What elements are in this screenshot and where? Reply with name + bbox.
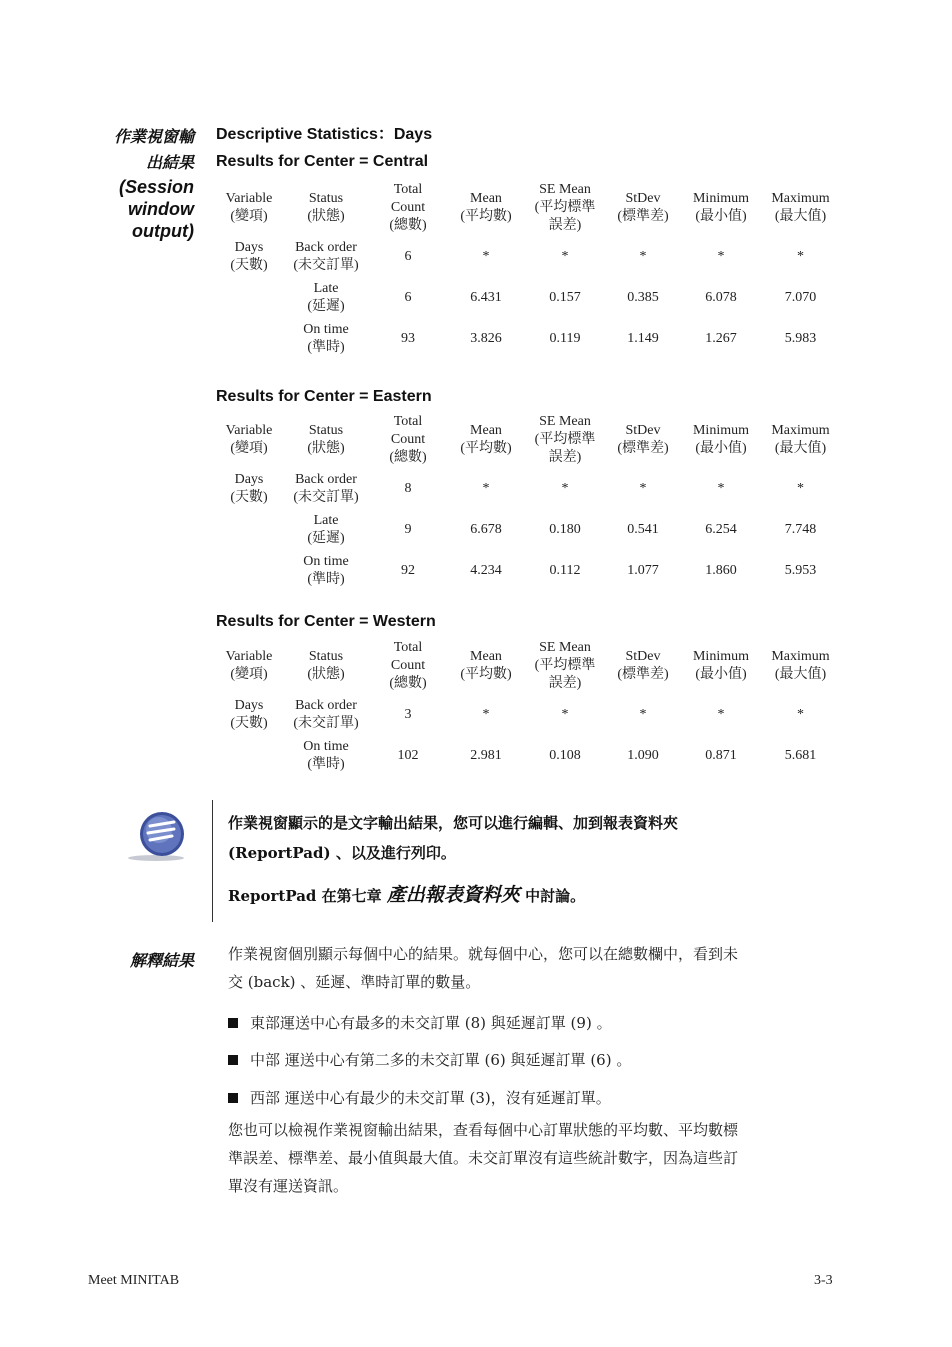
- header-se-mean-line: SE Mean: [539, 414, 591, 429]
- status-label-cjk: (未交訂單): [293, 489, 359, 505]
- cell-max: 5.953: [784, 562, 817, 578]
- status-label: Back order: [295, 697, 357, 713]
- note-line-3: [228, 880, 585, 907]
- header-se-mean-line: SE Mean: [539, 182, 591, 197]
- cell-variable: [216, 694, 282, 735]
- cell-se: *: [561, 248, 569, 264]
- variable-name-cjk: (天數): [230, 257, 268, 273]
- status-label-cjk: (準時): [307, 339, 345, 355]
- cell-mean: 6.678: [470, 521, 502, 537]
- table-row: [216, 735, 841, 776]
- note-chapter-title: 產出報表資料夾: [386, 884, 520, 906]
- header-variable-line: (變項): [230, 667, 268, 682]
- cell-max: *: [797, 706, 804, 722]
- cell-min: 1.860: [705, 562, 737, 578]
- interpret-p1-line1: 作業視窗個別顯示每個中心的結果。就每個中心，您可以在總數欄中，看到未: [228, 945, 739, 963]
- side-label-interpret: 解釋結果: [129, 951, 194, 970]
- cell-total: 92: [401, 562, 415, 578]
- header-maximum-line: (最大值): [774, 441, 827, 456]
- cell-total: 3: [404, 706, 412, 722]
- header-stdev: [604, 180, 682, 236]
- header-minimum: [682, 412, 760, 468]
- header-maximum-line: Maximum: [771, 649, 830, 664]
- cell-status: [282, 277, 370, 318]
- bullet-item-central: [228, 1049, 631, 1070]
- cell-se: *: [561, 480, 569, 496]
- section-title: Results for Center = Western: [216, 613, 436, 630]
- interpret-paragraph-2: [228, 1116, 828, 1200]
- header-se-mean-line: SE Mean: [539, 640, 591, 655]
- side-label-session-en-line2: window: [128, 199, 194, 219]
- cell-status: [282, 468, 370, 509]
- header-status: [282, 638, 370, 694]
- header-mean-line: Mean: [470, 191, 502, 206]
- side-label-session-en-line1: (Session: [118, 177, 194, 197]
- header-minimum-line: Minimum: [692, 423, 749, 438]
- cell-total: 6: [404, 289, 412, 305]
- header-stdev-line: (標準差): [617, 441, 669, 456]
- cell-max: 7.748: [784, 521, 817, 537]
- header-total-count: [370, 180, 446, 236]
- header-stdev-line: (標準差): [617, 667, 669, 682]
- stats-table: [216, 638, 841, 776]
- table-header-row: [216, 412, 841, 468]
- header-status-line: (狀態): [307, 667, 345, 682]
- section-title: Results for Center = Eastern: [216, 388, 432, 405]
- status-label-cjk: (延遲): [307, 530, 345, 546]
- cell-status: [282, 694, 370, 735]
- header-total-count-line: Total: [393, 414, 423, 429]
- interpret-p2-line1: 您也可以檢視作業視窗輸出結果，查看每個中心訂單狀態的平均數、平均數標: [228, 1121, 739, 1139]
- status-label: Late: [313, 512, 339, 528]
- status-label: On time: [303, 553, 349, 569]
- header-total-count-line: (總數): [389, 218, 427, 233]
- header-mean-line: Mean: [470, 423, 502, 438]
- cell-mean: 3.826: [470, 330, 502, 346]
- cell-variable: [216, 277, 282, 318]
- note-line-3-start: ReportPad 在第七章: [228, 887, 382, 905]
- header-se-mean: [526, 412, 604, 468]
- cell-se: 0.112: [549, 562, 581, 578]
- variable-name-cjk: (天數): [230, 489, 268, 505]
- header-maximum-line: Maximum: [771, 423, 830, 438]
- header-mean: [446, 638, 526, 694]
- bullet-item-east: [228, 1012, 612, 1033]
- side-label-session-cjk-line2: 出結果: [145, 153, 194, 172]
- side-label-session-en: [80, 176, 194, 242]
- cell-mean: *: [482, 706, 490, 722]
- table-header-row: [216, 638, 841, 694]
- header-mean: [446, 412, 526, 468]
- cell-mean: 6.431: [470, 289, 502, 305]
- bullet-text: 西部 運送中心有最少的未交訂單 (3)，沒有延遲訂單。: [250, 1089, 611, 1107]
- header-se-mean: [526, 180, 604, 236]
- bullet-item-west: [228, 1087, 611, 1108]
- status-label: On time: [303, 738, 349, 754]
- status-label-cjk: (準時): [307, 571, 345, 587]
- header-se-mean-line: (平均標準: [534, 432, 596, 447]
- stats-table: [216, 180, 841, 359]
- header-total-count-line: Total: [393, 640, 423, 655]
- cell-variable: [216, 236, 282, 277]
- header-se-mean-line: 誤差): [548, 450, 582, 465]
- cell-mean: *: [482, 248, 490, 264]
- cell-stdev: 0.385: [627, 289, 659, 305]
- interpret-p2-line2: 準誤差、標準差、最小值與最大值。未交訂單沒有這些統計數字，因為這些訂: [228, 1149, 739, 1167]
- header-mean-line: (平均數): [460, 667, 512, 682]
- table-row: [216, 550, 841, 591]
- header-minimum: [682, 638, 760, 694]
- header-minimum-line: (最小值): [695, 441, 747, 456]
- status-label: Late: [313, 280, 339, 296]
- cell-min: *: [717, 248, 725, 264]
- header-minimum-line: Minimum: [692, 649, 749, 664]
- cell-stdev: 1.149: [627, 330, 659, 346]
- cell-total: 93: [401, 330, 415, 346]
- cell-stdev: *: [639, 706, 647, 722]
- cell-status: [282, 735, 370, 776]
- footer-page-number: 3-3: [814, 1273, 833, 1288]
- header-variable: [216, 638, 282, 694]
- header-status: [282, 412, 370, 468]
- header-stdev-line: StDev: [625, 191, 661, 206]
- header-mean: [446, 180, 526, 236]
- cell-total: 102: [397, 747, 419, 763]
- status-label-cjk: (延遲): [307, 298, 345, 314]
- section-title: Results for Center = Central: [216, 153, 429, 170]
- status-label-cjk: (準時): [307, 756, 345, 772]
- cell-se: 0.180: [549, 521, 581, 537]
- bullet-square-icon: [228, 1018, 238, 1028]
- table-header-row: [216, 180, 841, 236]
- cell-mean: *: [482, 480, 490, 496]
- table-row: [216, 236, 841, 277]
- table-row: [216, 468, 841, 509]
- cell-stdev: 1.090: [627, 747, 659, 763]
- header-mean-line: Mean: [470, 649, 502, 664]
- header-stdev-line: (標準差): [617, 209, 669, 224]
- header-mean-line: (平均數): [460, 209, 512, 224]
- cell-min: 6.254: [705, 521, 737, 537]
- header-se-mean: [526, 638, 604, 694]
- header-total-count: [370, 412, 446, 468]
- header-variable: [216, 412, 282, 468]
- cell-stdev: *: [639, 248, 647, 264]
- bullet-square-icon: [228, 1055, 238, 1065]
- cell-max: *: [797, 248, 804, 264]
- cell-status: [282, 318, 370, 359]
- bullet-text: 中部 運送中心有第二多的未交訂單 (6) 與延遲訂單 (6) 。: [250, 1051, 632, 1069]
- header-total-count-line: Count: [390, 432, 426, 447]
- header-status-line: (狀態): [307, 209, 345, 224]
- note-icon: [126, 808, 190, 864]
- bullet-square-icon: [228, 1093, 238, 1103]
- header-maximum: [760, 412, 841, 468]
- header-maximum-line: (最大值): [774, 667, 827, 682]
- header-stdev-line: StDev: [625, 649, 661, 664]
- note-divider: [212, 800, 213, 922]
- side-label-session-cjk: [80, 124, 194, 176]
- cell-status: [282, 509, 370, 550]
- cell-se: 0.119: [549, 330, 581, 346]
- cell-se: 0.157: [549, 289, 581, 305]
- cell-max: 5.681: [784, 747, 817, 763]
- cell-se: *: [561, 706, 569, 722]
- cell-min: 0.871: [705, 747, 737, 763]
- header-status-line: (狀態): [307, 441, 345, 456]
- note-line-2: (ReportPad) 、以及進行列印。: [228, 844, 456, 862]
- cell-max: *: [797, 480, 804, 496]
- side-label-session-cjk-line1: 作業視窗輸: [113, 127, 194, 146]
- cell-variable: [216, 509, 282, 550]
- header-total-count-line: Count: [390, 200, 426, 215]
- table-row: [216, 318, 841, 359]
- header-variable-line: Variable: [225, 649, 273, 664]
- status-label: Back order: [295, 471, 357, 487]
- cell-mean: 2.981: [470, 747, 502, 763]
- cell-variable: [216, 550, 282, 591]
- status-label-cjk: (未交訂單): [293, 257, 359, 273]
- note-line-1: 作業視窗顯示的是文字輸出結果，您可以進行編輯、加到報表資料夾: [228, 814, 679, 832]
- header-status-line: Status: [308, 423, 344, 438]
- header-se-mean-line: (平均標準: [534, 200, 596, 215]
- header-se-mean-line: 誤差): [548, 676, 582, 691]
- bullet-text: 東部運送中心有最多的未交訂單 (8) 與延遲訂單 (9) 。: [250, 1014, 612, 1032]
- cell-total: 9: [404, 521, 412, 537]
- status-label: On time: [303, 321, 349, 337]
- cell-min: *: [717, 480, 725, 496]
- header-variable-line: (變項): [230, 209, 268, 224]
- cell-variable: [216, 468, 282, 509]
- header-minimum-line: Minimum: [692, 191, 749, 206]
- cell-status: [282, 550, 370, 591]
- header-variable-line: (變項): [230, 441, 268, 456]
- cell-min: 1.267: [705, 330, 737, 346]
- cell-variable: [216, 318, 282, 359]
- header-variable: [216, 180, 282, 236]
- header-total-count-line: Count: [390, 658, 426, 673]
- table-row: [216, 694, 841, 735]
- table-row: [216, 277, 841, 318]
- variable-name: Days: [234, 239, 264, 255]
- status-label-cjk: (未交訂單): [293, 715, 359, 731]
- note-line-3-end: 中討論。: [525, 887, 586, 905]
- header-total-count: [370, 638, 446, 694]
- header-status-line: Status: [308, 191, 344, 206]
- interpret-p1-line2: 交 (back) 、延遲、準時訂單的數量。: [228, 973, 481, 991]
- cell-mean: 4.234: [470, 562, 502, 578]
- header-status: [282, 180, 370, 236]
- status-label: Back order: [295, 239, 357, 255]
- header-maximum-line: (最大值): [774, 209, 827, 224]
- cell-max: 7.070: [784, 289, 817, 305]
- cell-max: 5.983: [784, 330, 817, 346]
- cell-stdev: 1.077: [627, 562, 659, 578]
- table-row: [216, 509, 841, 550]
- header-total-count-line: Total: [393, 182, 423, 197]
- main-title: Descriptive Statistics：Days: [216, 126, 433, 143]
- header-status-line: Status: [308, 649, 344, 664]
- cell-stdev: *: [639, 480, 647, 496]
- header-stdev: [604, 412, 682, 468]
- header-se-mean-line: (平均標準: [534, 658, 596, 673]
- header-maximum: [760, 638, 841, 694]
- header-variable-line: Variable: [225, 423, 273, 438]
- variable-name-cjk: (天數): [230, 715, 268, 731]
- footer-left: Meet MINITAB: [88, 1273, 180, 1288]
- header-maximum-line: Maximum: [771, 191, 830, 206]
- header-total-count-line: (總數): [389, 676, 427, 691]
- cell-variable: [216, 735, 282, 776]
- header-variable-line: Variable: [225, 191, 273, 206]
- header-minimum-line: (最小值): [695, 209, 747, 224]
- header-total-count-line: (總數): [389, 450, 427, 465]
- cell-total: 8: [404, 480, 412, 496]
- header-minimum: [682, 180, 760, 236]
- cell-total: 6: [404, 248, 412, 264]
- header-minimum-line: (最小值): [695, 667, 747, 682]
- variable-name: Days: [234, 471, 264, 487]
- header-mean-line: (平均數): [460, 441, 512, 456]
- header-se-mean-line: 誤差): [548, 218, 582, 233]
- interpret-paragraph-1: [228, 940, 828, 996]
- cell-status: [282, 236, 370, 277]
- cell-stdev: 0.541: [627, 521, 659, 537]
- cell-min: *: [717, 706, 725, 722]
- interpret-p2-line3: 單沒有運送資訊。: [228, 1177, 349, 1195]
- cell-se: 0.108: [549, 747, 581, 763]
- side-label-session-en-line3: output): [132, 221, 194, 241]
- header-stdev-line: StDev: [625, 423, 661, 438]
- variable-name: Days: [234, 697, 264, 713]
- cell-min: 6.078: [705, 289, 737, 305]
- stats-table: [216, 412, 841, 591]
- header-maximum: [760, 180, 841, 236]
- header-stdev: [604, 638, 682, 694]
